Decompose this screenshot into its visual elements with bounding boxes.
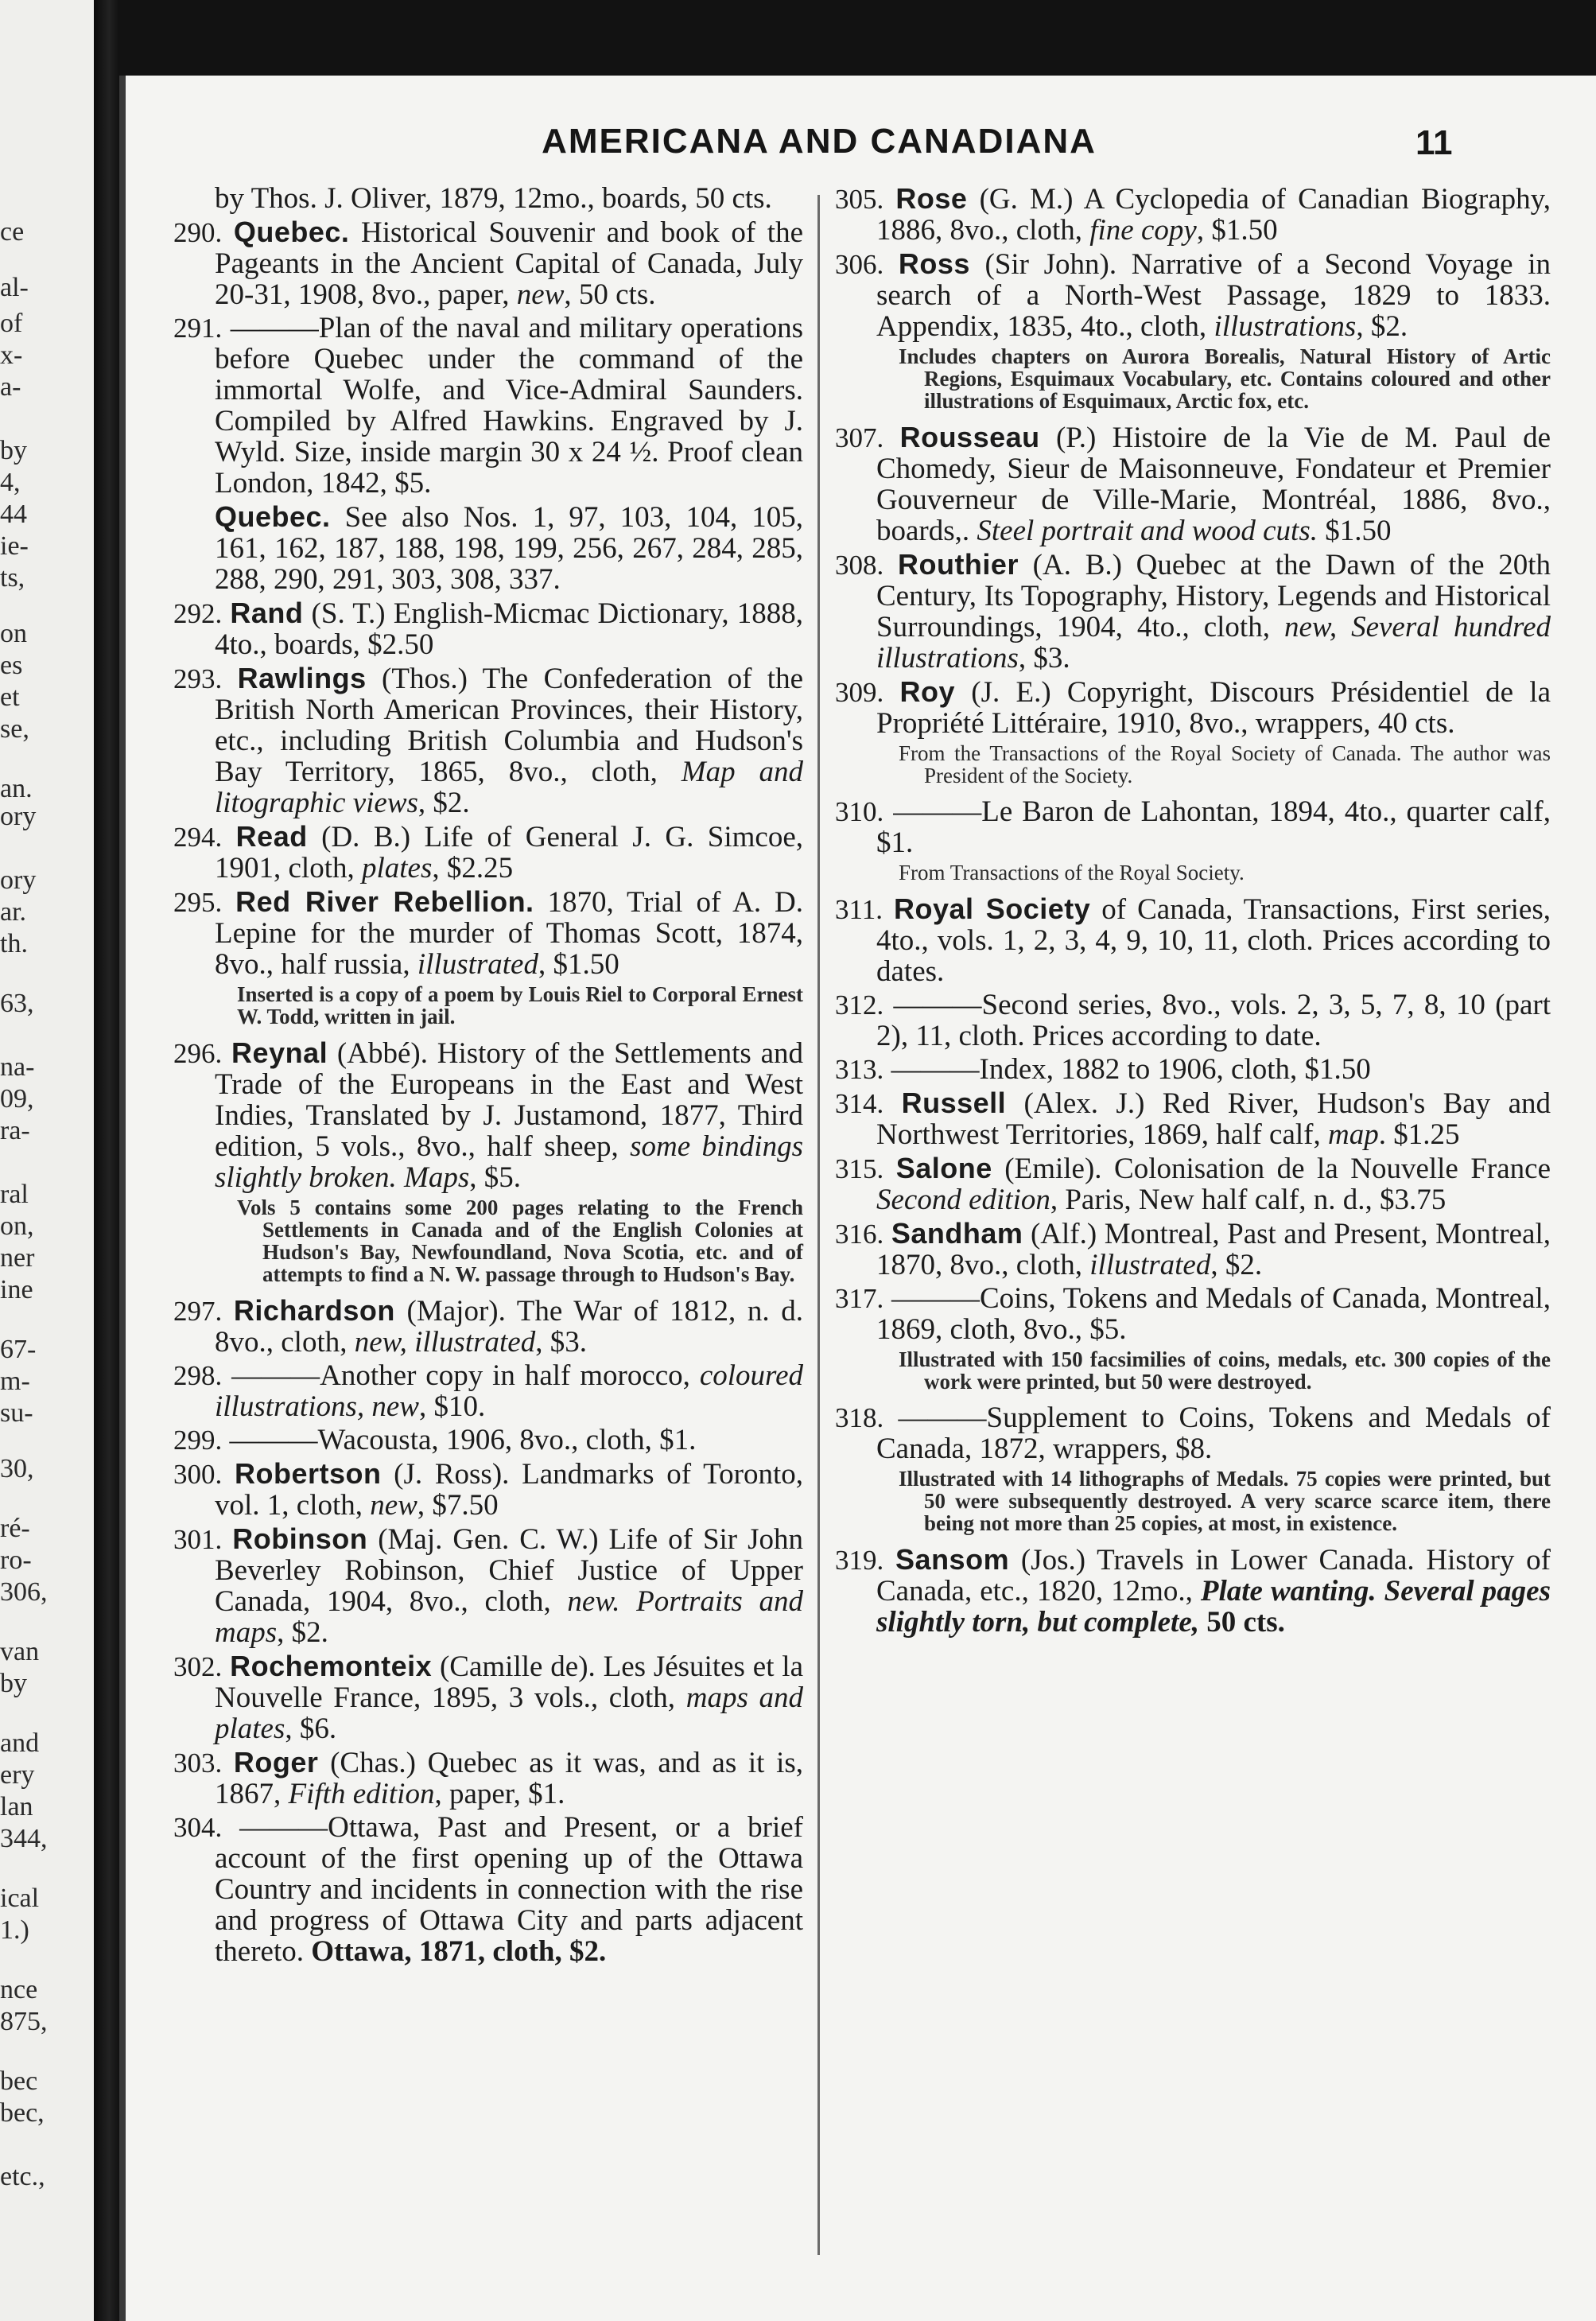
facing-page-fragment: m-: [0, 1367, 30, 1396]
entry-319: 319. Sansom (Jos.) Travels in Lower Canada. History of Canada, etc., 1820, 12mo., Plate wanting. Several pages slightly torn, but complete, 50 cts.: [835, 1543, 1551, 1639]
entry-311: 311. Royal Society of Canada, Transactions, First series, 4to., vols. 1, 2, 3, 4, 9, 10, 11, cloth. Prices according to dates.: [835, 892, 1551, 988]
facing-page-fragment: a-: [0, 372, 21, 402]
facing-page-fragment: 30,: [0, 1454, 34, 1483]
facing-page-fragment: na-: [0, 1052, 35, 1082]
facing-page-fragment: et: [0, 682, 20, 712]
facing-page-fragment: van: [0, 1637, 40, 1666]
facing-page-fragment: 67-: [0, 1335, 37, 1364]
facing-page-fragment: ner: [0, 1243, 35, 1273]
facing-page-fragment: on,: [0, 1211, 34, 1241]
entry-302: 302. Rochemonteix (Camille de). Les Jésuites et la Nouvelle France, 1895, 3 vols., cloth, maps and plates, $6.: [173, 1650, 804, 1745]
note-295: Inserted is a copy of a poem by Louis Riel to Corporal Ernest W. Todd, written in jail.: [237, 982, 803, 1028]
left-column: [173, 183, 803, 1969]
entry-291: 291. ———Plan of the naval and military operations before Quebec under the command of the immortal Wolfe, and Vice-Admiral Saunders. Compiled by Alfred Hawkins. Engraved by J. Wyld. Size, inside margin 30 x 24 ½. Proof clean London, 1842, $5.: [173, 312, 803, 500]
facing-page-fragment: ro-: [0, 1545, 32, 1575]
entry-307: 307. Rousseau (P.) Histoire de la Vie de M. Paul de Chomedy, Sieur de Maisonneuve, Fondateur et Premier Gouverneur de Ville-Marie, Montréal, 1886, 8vo., boards,. Steel portrait and wood cuts. $1.50: [835, 421, 1551, 547]
facing-page-fragment: 09,: [0, 1084, 34, 1114]
facing-page-fragment: ra-: [0, 1116, 30, 1145]
entry-298: 298. ———Another copy in half morocco, coloured illustrations, new, $10.: [173, 1359, 803, 1423]
facing-page-fragment: ar.: [0, 897, 27, 927]
entry-305: 305. Rose (G. M.) A Cyclopedia of Canadian Biography, 1886, 8vo., cloth, fine copy, $1.50: [835, 182, 1551, 247]
entry-314: 314. Russell (Alex. J.) Red River, Hudson's Bay and Northwest Territories, 1869, half calf, map. $1.25: [835, 1087, 1551, 1151]
facing-page-fragment: an.: [0, 774, 33, 803]
entry-290: 290. Quebec. Historical Souvenir and book of the Pageants in the Ancient Capital of Canada, July 20-31, 1908, 8vo., paper, new, 50 cts.: [173, 216, 804, 311]
entry-310: 310. ———Le Baron de Lahontan, 1894, 4to., quarter calf, $1.: [835, 795, 1551, 859]
note-306: Includes chapters on Aurora Borealis, Natural History of Artic Regions, Esquimaux Vocabulary, etc. Contains coloured and other illustrations of Esquimaux, Arctic fox, etc.: [899, 344, 1551, 413]
entry-295: 295. Red River Rebellion. 1870, Trial of A. D. Lepine for the murder of Thomas Scott, 1874, 8vo., half russia, illustrated, $1.50: [173, 885, 803, 981]
facing-page-fragment: ory: [0, 802, 37, 831]
entry-292: 292. Rand (S. T.) English-Micmac Dictionary, 1888, 4to., boards, $2.50: [173, 597, 803, 661]
facing-page-edge: [0, 0, 94, 2321]
spine-shadow: [119, 76, 126, 2321]
facing-page-fragment: lan: [0, 1792, 33, 1821]
right-column: [835, 183, 1551, 1640]
note-318: Illustrated with 14 lithographs of Medals. 75 copies were printed, but 50 were subsequently destroyed. A very scarce scarce item, there being not more than 25 copies, at most, in existence.: [899, 1467, 1551, 1535]
note-309: From the Transactions of the Royal Society of Canada. The author was President of the Society.: [899, 741, 1551, 787]
facing-page-fragment: etc.,: [0, 2162, 45, 2191]
facing-page-fragment: bec,: [0, 2098, 45, 2128]
entry-303: 303. Roger (Chas.) Quebec as it was, and as it is, 1867, Fifth edition, paper, $1.: [173, 1746, 803, 1810]
facing-page-fragment: ine: [0, 1275, 33, 1304]
entry-309: 309. Roy (J. E.) Copyright, Discours Présidentiel de la Propriété Littéraire, 1910, 8vo., wrappers, 40 cts.: [835, 675, 1551, 740]
page-number: 11: [1415, 123, 1453, 162]
entry-299: 299. ———Wacousta, 1906, 8vo., cloth, $1.: [173, 1424, 697, 1456]
note-317: Illustrated with 150 facsimilies of coins, medals, etc. 300 copies of the work were printed, but 50 were destroyed.: [899, 1347, 1551, 1394]
entry-293: 293. Rawlings (Thos.) The Confederation of the British North American Provinces, their History, etc., including British Columbia and Hudson's Bay Territory, 1865, 8vo., cloth, Map and litographic views, $2.: [173, 662, 804, 819]
entry-315: 315. Salone (Emile). Colonisation de la Nouvelle France Second edition, Paris, New half calf, n. d., $3.75: [835, 1152, 1551, 1216]
facing-page-fragment: se,: [0, 714, 29, 744]
facing-page-fragment: 1.): [0, 1915, 29, 1945]
entry-318: 318. ———Supplement to Coins, Tokens and Medals of Canada, 1872, wrappers, $8.: [835, 1402, 1551, 1465]
facing-page-fragment: 4,: [0, 468, 21, 497]
facing-page-fragment: 344,: [0, 1824, 48, 1853]
quebec-see-also: Quebec. See also Nos. 1, 97, 103, 104, 105, 161, 162, 187, 188, 198, 199, 256, 267, 284, 285, 288, 290, 291, 303, 308, 337.: [215, 500, 803, 596]
facing-page-fragment: nce: [0, 1975, 38, 2004]
facing-page-fragment: bec: [0, 2066, 38, 2096]
facing-page-fragment: 63,: [0, 989, 34, 1018]
entry-313: 313. ———Index, 1882 to 1906, cloth, $1.50: [835, 1053, 1371, 1086]
facing-page-fragment: by: [0, 436, 27, 465]
facing-page-fragment: 44: [0, 500, 27, 529]
entry-294: 294. Read (D. B.) Life of General J. G. Simcoe, 1901, cloth, plates, $2.25: [173, 820, 803, 884]
facing-page-fragment: es: [0, 651, 23, 680]
entry-312: 312. ———Second series, 8vo., vols. 2, 3, 5, 7, 8, 10 (part 2), 11, cloth. Prices according to date.: [835, 989, 1551, 1052]
entry-308: 308. Routhier (A. B.) Quebec at the Dawn of the 20th Century, Its Topography, History, Legends and Historical Surroundings, 1904, 4to., cloth, new, Several hundred illustrations, $3.: [835, 548, 1551, 675]
facing-page-fragment: ery: [0, 1760, 35, 1790]
facing-page-fragment: ce: [0, 217, 25, 247]
facing-page-fragment: ie-: [0, 531, 29, 561]
entry-306: 306. Ross (Sir John). Narrative of a Second Voyage in search of a North-West Passage, 1829 to 1833. Appendix, 1835, 4to., cloth, illustrations, $2.: [835, 247, 1551, 343]
entry-300: 300. Robertson (J. Ross). Landmarks of Toronto, vol. 1, cloth, new, $7.50: [173, 1457, 803, 1522]
facing-page-fragment: and: [0, 1728, 40, 1758]
facing-page-fragment: ory: [0, 865, 37, 895]
facing-page-fragment: 875,: [0, 2007, 48, 2036]
facing-page-fragment: th.: [0, 929, 28, 958]
facing-page-fragment: ical: [0, 1884, 40, 1913]
column-divider: [817, 195, 820, 2255]
page-header-title: AMERICANA AND CANADIANA: [542, 122, 1097, 161]
entry-289-continuation: by Thos. J. Oliver, 1879, 12mo., boards, 50 cts.: [215, 182, 772, 215]
entry-296: 296. Reynal (Abbé). History of the Settlements and Trade of the Europeans in the East and West Indies, Translated by J. Justamond, 1877, Third edition, 5 vols., 8vo., half sheep, some bindings slightly broken. Maps, $5.: [173, 1036, 804, 1194]
facing-page-fragment: ts,: [0, 563, 25, 593]
book-gutter: [94, 0, 119, 2321]
entry-317: 317. ———Coins, Tokens and Medals of Canada, Montreal, 1869, cloth, 8vo., $5.: [835, 1282, 1551, 1346]
entry-297: 297. Richardson (Major). The War of 1812, n. d. 8vo., cloth, new, illustrated, $3.: [173, 1294, 804, 1359]
note-310: From Transactions of the Royal Society.: [899, 861, 1245, 884]
facing-page-fragment: su-: [0, 1398, 33, 1428]
facing-page-fragment: ral: [0, 1180, 29, 1209]
entry-304: 304. ———Ottawa, Past and Present, or a brief account of the first opening up of the Ottawa Country and incidents in connection with the rise and progress of Ottawa City and parts adjacent thereto. Ottawa, 1871, cloth, $2.: [173, 1811, 803, 1968]
facing-page-fragment: on: [0, 619, 27, 648]
facing-page-fragment: al-: [0, 273, 29, 302]
facing-page-fragment: x-: [0, 340, 23, 370]
facing-page-fragment: 306,: [0, 1577, 48, 1607]
note-296: Vols 5 contains some 200 pages relating to the French Settlements in Canada and of the English Colonies at Hudson's Bay, Newfoundland, Nova Scotia, etc. and of attempts to find a N. W. passage through to Hudson's Bay.: [237, 1195, 803, 1286]
entry-316: 316. Sandham (Alf.) Montreal, Past and Present, Montreal, 1870, 8vo., cloth, illustrated, $2.: [835, 1217, 1551, 1281]
facing-page-fragment: by: [0, 1669, 27, 1698]
facing-page-fragment: ré-: [0, 1514, 30, 1543]
catalogue-page: [119, 76, 1596, 2321]
entry-301: 301. Robinson (Maj. Gen. C. W.) Life of Sir John Beverley Robinson, Chief Justice of Upper Canada, 1904, 8vo., cloth, new. Portraits and maps, $2.: [173, 1522, 803, 1649]
facing-page-fragment: of: [0, 309, 23, 338]
